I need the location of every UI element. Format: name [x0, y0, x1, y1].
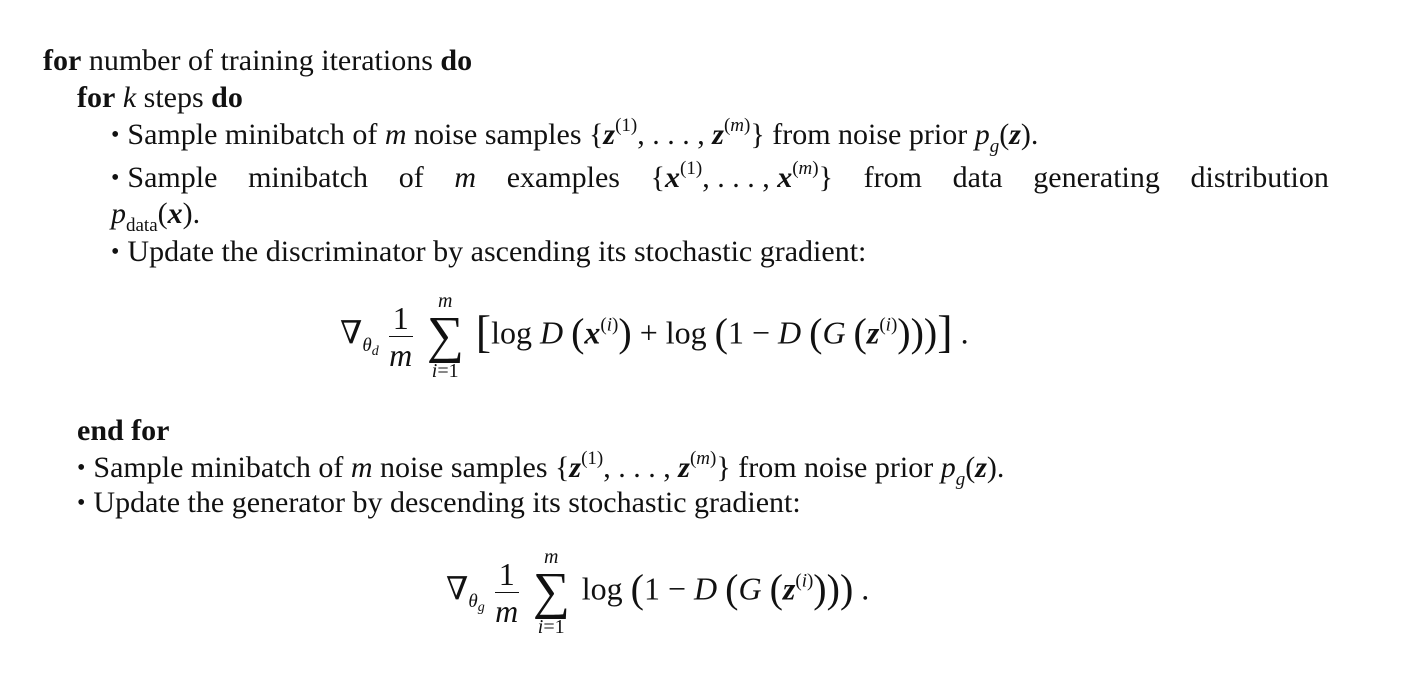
inner-step-data-sample: • Sample minibatch of m examples {$x^{(1)}$, . . . , $x^{(m)}$} from data generating distribution	[111, 158, 1329, 194]
inner-step-update-discriminator: • Update the discriminator by ascending its stochastic gradient:	[111, 235, 867, 268]
outer-loop-header	[43, 43, 472, 79]
end-for: end for	[77, 414, 170, 447]
bullet: •	[77, 490, 86, 516]
summation: m ∑ i=1	[426, 290, 464, 382]
fraction-1-over-m: $\frac{1}{m}$	[495, 555, 519, 629]
keyword-do: do	[211, 81, 243, 114]
keyword-for: for	[43, 44, 82, 77]
outer-step-noise-sample: • Sample minibatch of m noise samples {$z^{(1)}$, . . . , $z^{(m)}$} from noise prior $p_g(z)$.	[77, 448, 1005, 490]
inner-loop-header	[77, 80, 243, 116]
bullet: •	[111, 122, 120, 148]
fraction-1-over-m: $\frac{1}{m}$	[389, 299, 413, 373]
inner-loop-text: steps	[143, 81, 204, 114]
bullet: •	[77, 455, 86, 481]
inner-step-data-sample-cont: $p_{data}(x)$.	[111, 197, 201, 236]
keyword-for: for	[77, 81, 116, 114]
bullet: •	[111, 239, 120, 265]
bullet: •	[111, 165, 120, 191]
loop-variable: k	[122, 81, 137, 114]
keyword-do: do	[440, 44, 473, 77]
outer-step-update-generator: • Update the generator by descending its stochastic gradient:	[77, 486, 801, 519]
inner-step-noise-sample: • Sample minibatch of m noise samples {$z^{(1)}$, . . . , $z^{(m)}$} from noise prior $p_g(z)$.	[111, 115, 1039, 157]
summation: m ∑ i=1	[532, 546, 570, 638]
outer-loop-text: number of training iterations	[88, 44, 433, 77]
generator-equation: $\nabla_{\theta_g}$ $\frac{1}{m}$ m ∑ i=1 log (1 − D (G $(z^{(i)})$)) .	[446, 546, 870, 638]
discriminator-equation: $\nabla_{\theta_d}$ $\frac{1}{m}$ m ∑ i=1 [log D $(x^{(i)}) + \log (1 - D$ (G $(z^{(i)})$))] .	[340, 290, 969, 382]
